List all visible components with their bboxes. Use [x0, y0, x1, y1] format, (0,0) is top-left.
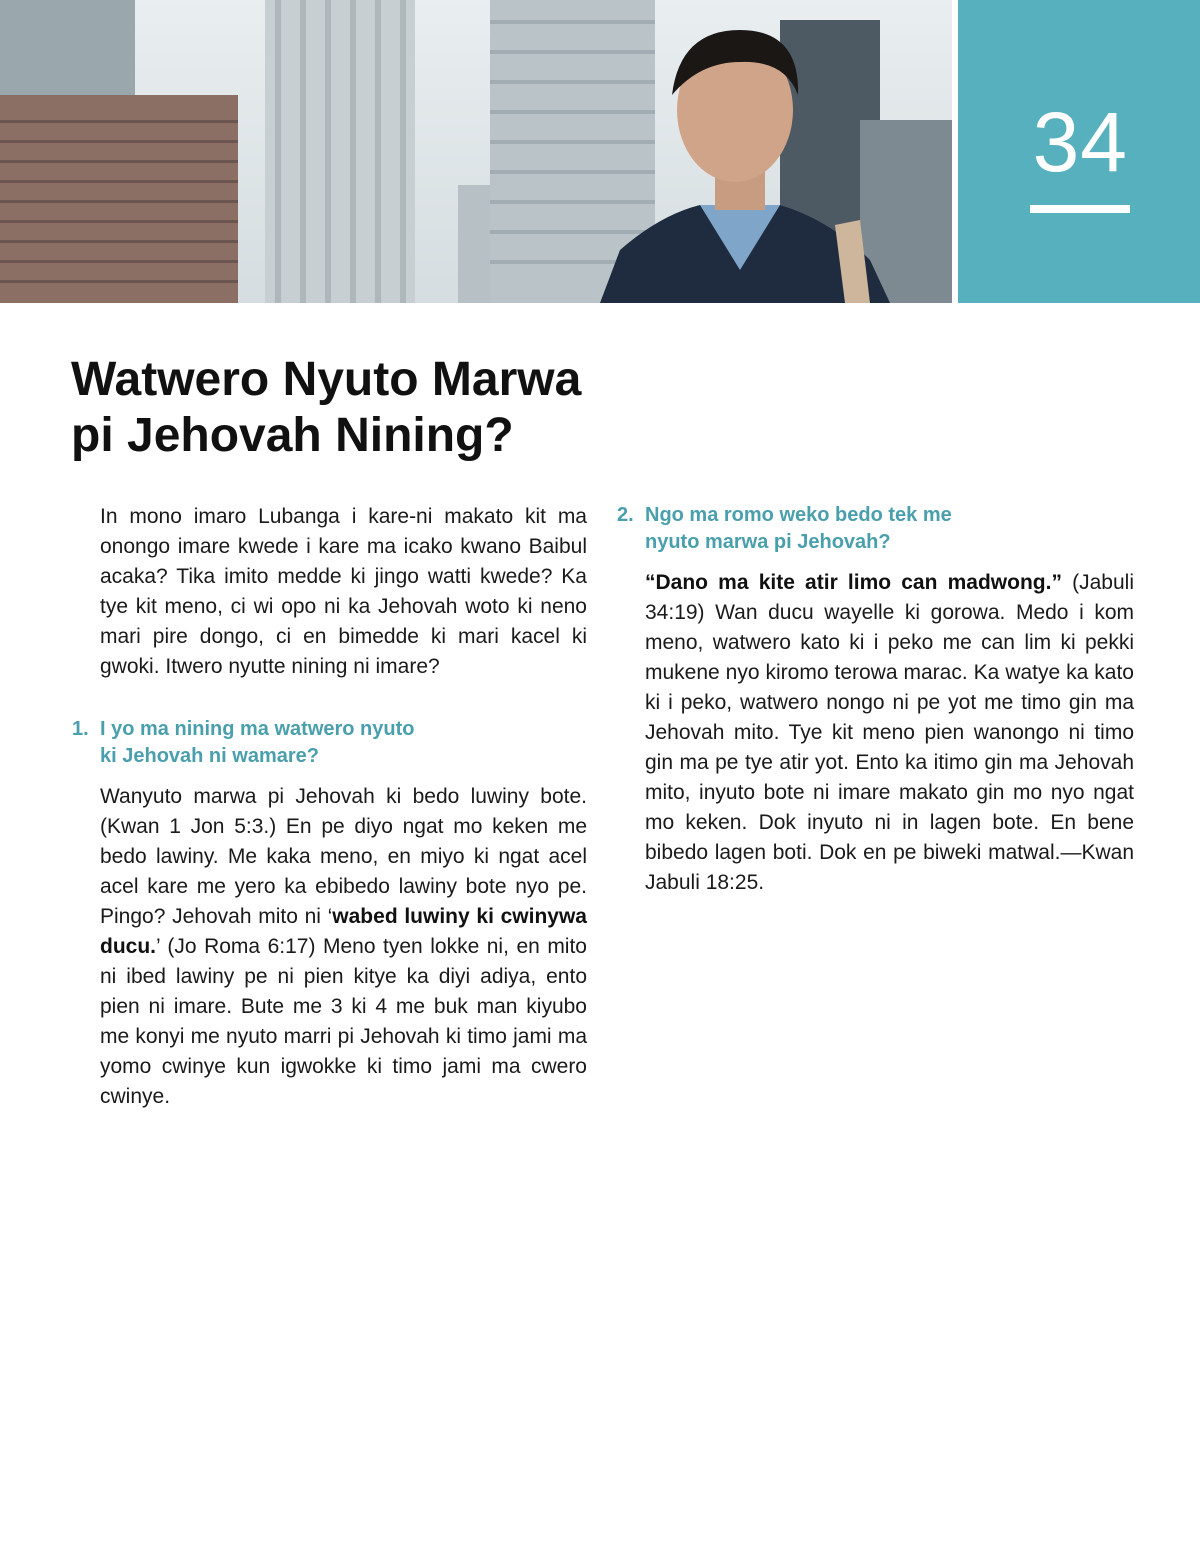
- question-1-number: 1.: [72, 718, 89, 740]
- answer-1-bold: wabed luwiny ki cwinywa ducu.: [100, 905, 587, 958]
- question-2-number: 2.: [617, 504, 634, 526]
- page-title-line1: Watwero Nyuto Marwa: [71, 353, 582, 406]
- answer-2-bold: “Dano ma kite atir limo can madwong.”: [645, 571, 1062, 594]
- question-1: [72, 716, 587, 770]
- question-1-line2: ki Jehovah ni wamare?: [100, 745, 319, 767]
- left-column: [72, 502, 587, 1112]
- intro-paragraph: In mono imaro Lubanga i kare-ni makato kit ma onongo imare kwede i kare ma icako kwano Baibul acaka? Tika imito medde ki jingo watti kwede? Ka tye kit meno, ci wi opo ni ka Jehovah woto ki neno mari pire dongo, ci en bimedde ki mari kacel ki gwoki. Itwero nyutte nining ni imare?: [100, 505, 587, 678]
- question-2-line1: Ngo ma romo weko bedo tek me: [645, 504, 952, 526]
- lesson-underline: [1030, 205, 1130, 213]
- page-title-line2: pi Jehovah Nining?: [71, 409, 514, 462]
- city-skyline-illustration: [0, 0, 952, 303]
- hero-photo: [0, 0, 952, 303]
- answer-1: [100, 782, 587, 1112]
- answer-2-text-b: (Jabuli 34:19) Wan ducu wayelle ki gorowa. Medo i kom meno, watwero kato ki i peko me can lim ki pekki mukene nyo kiromo terowa marac. Ka watye ka kato ki i peko, watwero nongo ni pe yot me timo gin ma Jehovah mito. Tye kit meno pien wanongo ni timo gin ma pe tye atir yot. Ento ka itimo gin ma Jehovah mito, inyuto bote ni imare makato gin mo nyo ngat mo keken. Dok inyuto ni in lagen bote. En bene bibedo lagen boti. Dok en pe biweki matwal.—Kwan Jabuli 18:25.: [645, 571, 1134, 894]
- question-2-line2: nyuto marwa pi Jehovah?: [645, 531, 891, 553]
- answer-1-text-a: Wanyuto marwa pi Jehovah ki bedo luwiny bote. (Kwan 1 Jon 5:3.) En pe diyo ngat mo keken me bedo lawiny. Me kaka meno, en miyo ki ngat acel acel kare me yero ka ebibedo lawiny bote nyo pe. Pingo? Jehovah mito ni ‘: [100, 785, 587, 928]
- answer-1-text-b: ’ (Jo Roma 6:17) Meno tyen lokke ni, en mito ni ibed lawiny pe ni pien kitye ka diyi adiya, ento pien ni imare. Bute me 3 ki 4 me buk man kiyubo me konyi me nyuto marri pi Jehovah ki timo jami ma yomo cwinye kun igwokke ki timo jami ma cwero cwinye.: [100, 935, 587, 1108]
- question-1-line1: I yo ma nining ma watwero nyuto: [100, 718, 415, 740]
- lesson-badge: [958, 0, 1200, 303]
- question-2: [617, 502, 1134, 556]
- answer-2: [645, 568, 1134, 898]
- page-title: [71, 352, 691, 464]
- right-column: [617, 502, 1134, 898]
- lesson-number: 34: [1032, 95, 1128, 189]
